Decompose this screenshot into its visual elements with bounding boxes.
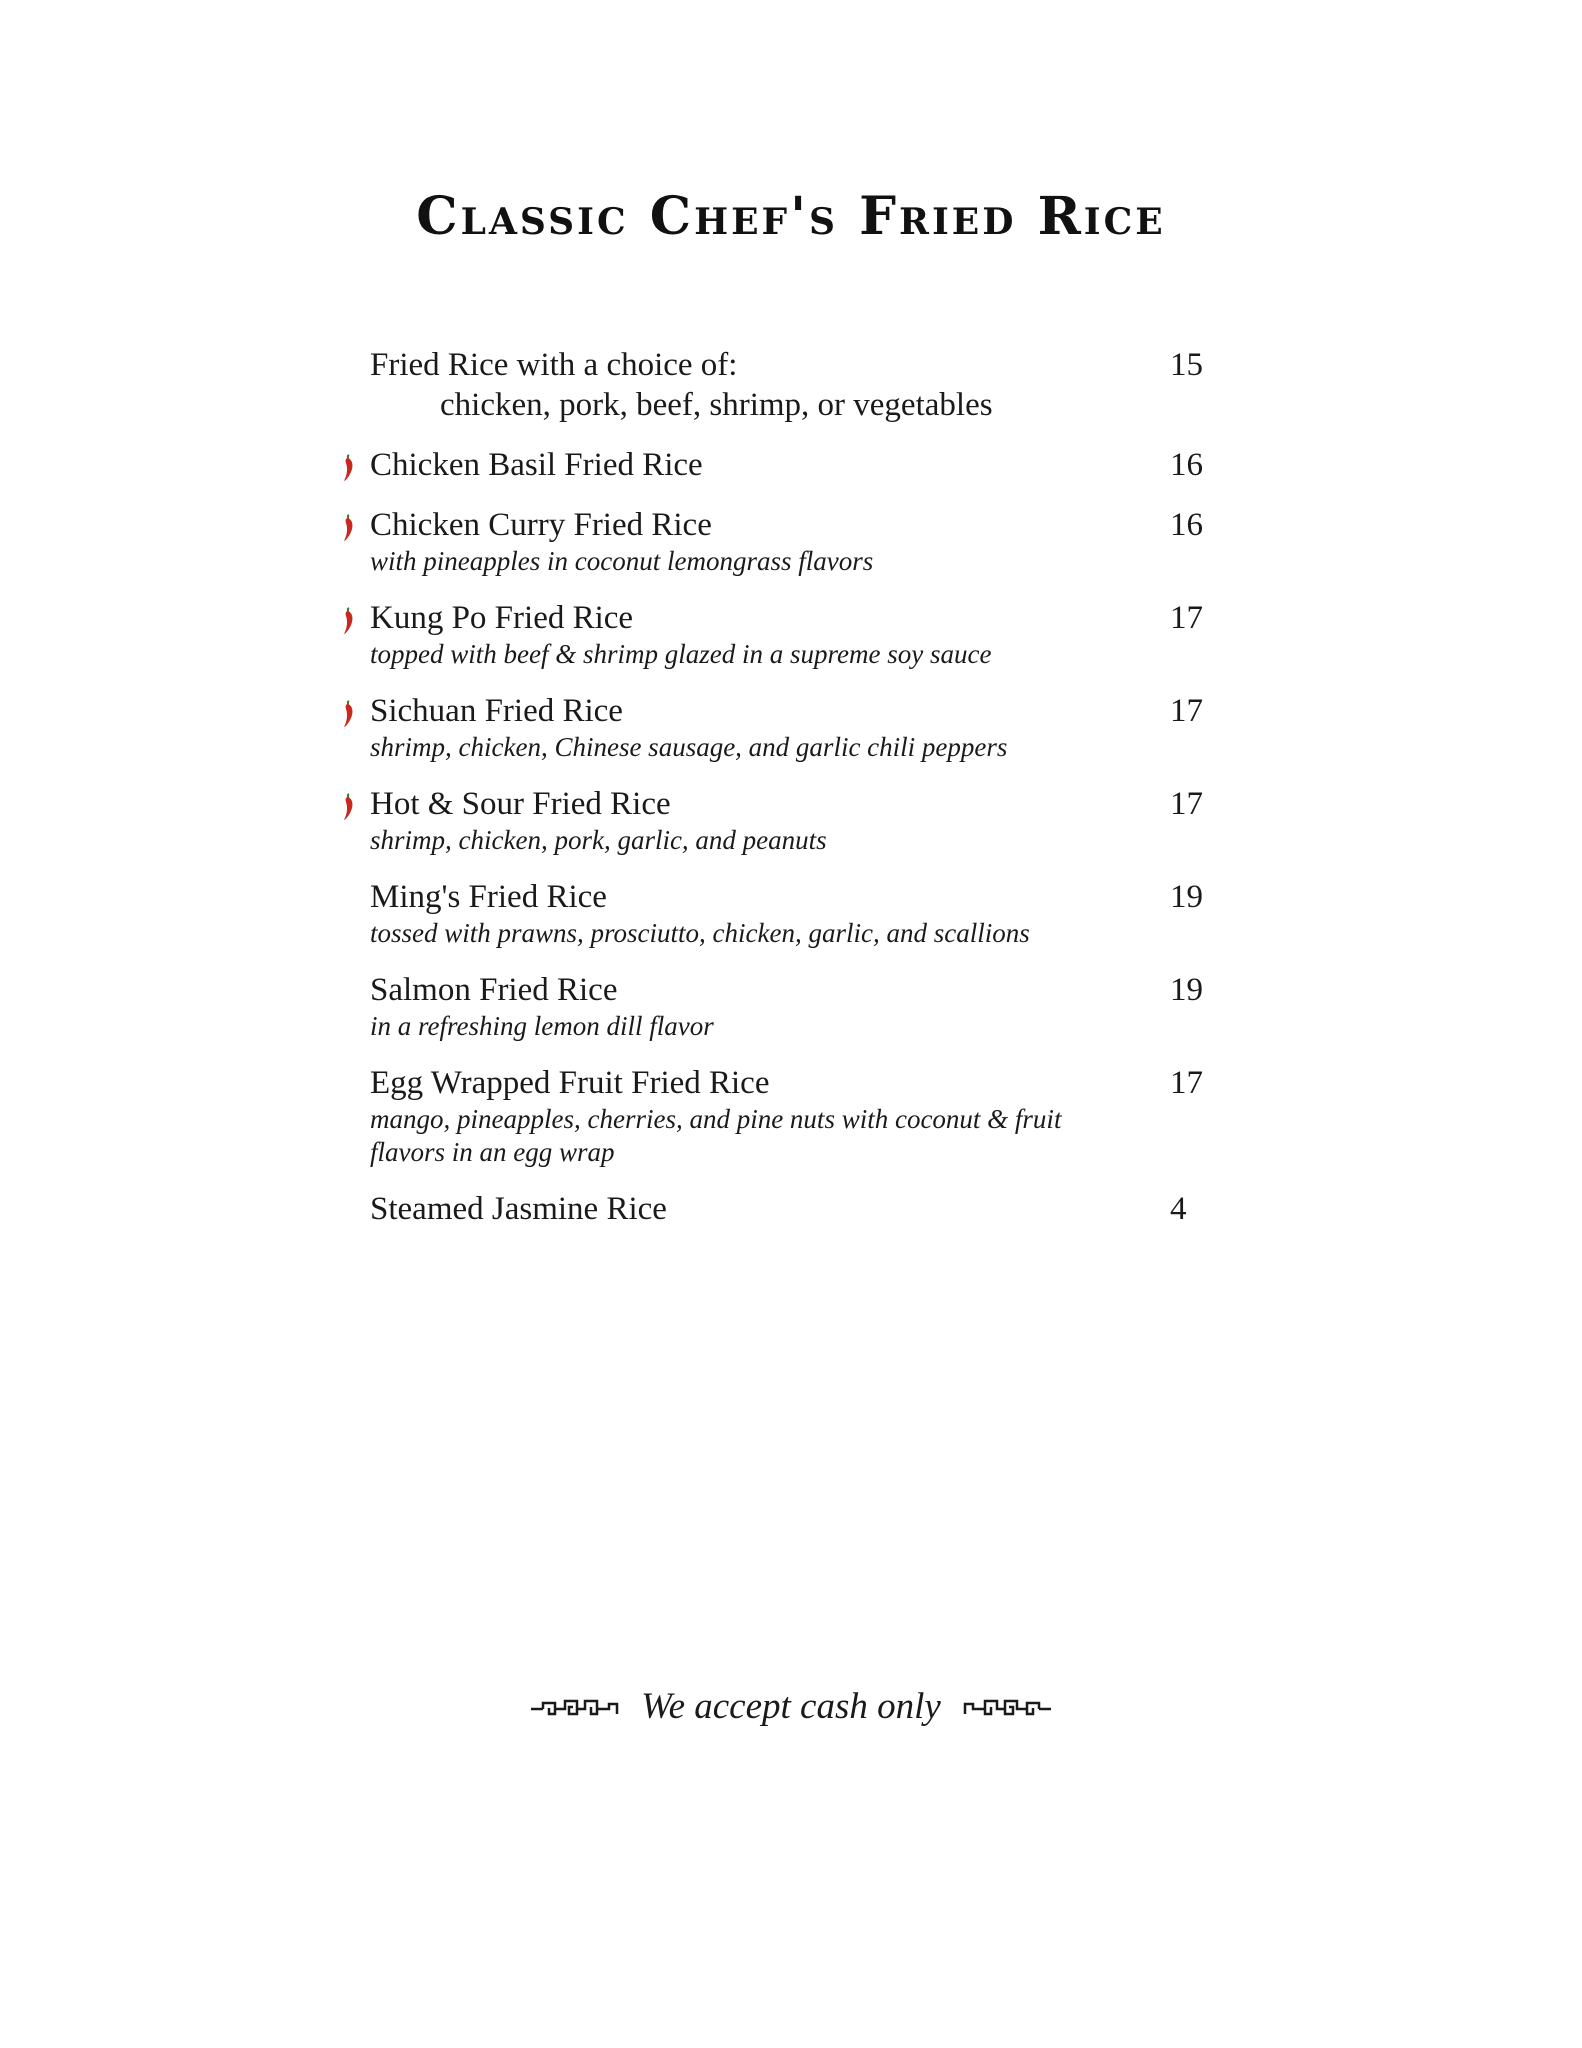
menu-item [370, 445, 1210, 485]
menu-item-price: 15 [1170, 347, 1203, 383]
menu-item-price: 17 [1170, 600, 1203, 636]
menu-item [370, 1063, 1210, 1169]
menu-item-name: Sichuan Fried Rice [370, 693, 623, 729]
menu-item-name: Hot & Sour Fried Rice [370, 786, 671, 822]
menu-item [370, 784, 1210, 857]
menu-item-description: in a refreshing lemon dill flavor [370, 1011, 714, 1041]
menu-item-description: mango, pineapples, cherries, and pine nuts with coconut & fruit flavors in an egg wrap [370, 1104, 1062, 1167]
menu-item-name: Fried Rice with a choice of: [370, 347, 738, 383]
menu-item-name: Chicken Basil Fried Rice [370, 447, 703, 483]
chili-pepper-icon [340, 513, 358, 543]
menu-item-price: 17 [1170, 1065, 1203, 1101]
menu-item-price: 16 [1170, 447, 1203, 483]
key-pattern-ornament-icon [529, 1692, 619, 1722]
menu-item-name: Salmon Fried Rice [370, 972, 618, 1008]
menu-item [370, 505, 1210, 578]
menu-item [370, 970, 1210, 1043]
page-title: Classic Chef's Fried Rice [416, 186, 1166, 247]
menu-item-name: Chicken Curry Fried Rice [370, 507, 712, 543]
menu-item-price: 17 [1170, 693, 1203, 729]
key-pattern-ornament-icon [963, 1692, 1053, 1722]
chili-pepper-icon [340, 792, 358, 822]
menu-item [370, 691, 1210, 764]
chili-pepper-icon [340, 453, 358, 483]
menu-item-description: tossed with prawns, prosciutto, chicken, garlic, and scallions [370, 918, 1030, 948]
menu-item-name: Ming's Fried Rice [370, 879, 607, 915]
footer [0, 1685, 1582, 1728]
menu-item-name: Steamed Jasmine Rice [370, 1191, 667, 1227]
menu-item-price: 17 [1170, 786, 1203, 822]
menu-item [370, 345, 1210, 425]
payment-note: We accept cash only [641, 1686, 941, 1727]
menu-list [370, 345, 1210, 1249]
menu-item-description: with pineapples in coconut lemongrass flavors [370, 546, 874, 576]
menu-item-description: topped with beef & shrimp glazed in a supreme soy sauce [370, 639, 992, 669]
menu-item-choices: chicken, pork, beef, shrimp, or vegetables [440, 387, 993, 423]
menu-item-name: Kung Po Fried Rice [370, 600, 634, 636]
menu-item [370, 1189, 1210, 1229]
menu-item-description: shrimp, chicken, pork, garlic, and peanuts [370, 825, 827, 855]
chili-pepper-icon [340, 606, 358, 636]
menu-item-description: shrimp, chicken, Chinese sausage, and garlic chili peppers [370, 732, 1008, 762]
menu-item-price: 4 [1170, 1191, 1187, 1227]
menu-item-price: 19 [1170, 972, 1203, 1008]
menu-item [370, 598, 1210, 671]
menu-item [370, 877, 1210, 950]
menu-item-price: 19 [1170, 879, 1203, 915]
chili-pepper-icon [340, 699, 358, 729]
menu-item-name: Egg Wrapped Fruit Fried Rice [370, 1065, 770, 1101]
menu-item-price: 16 [1170, 507, 1203, 543]
